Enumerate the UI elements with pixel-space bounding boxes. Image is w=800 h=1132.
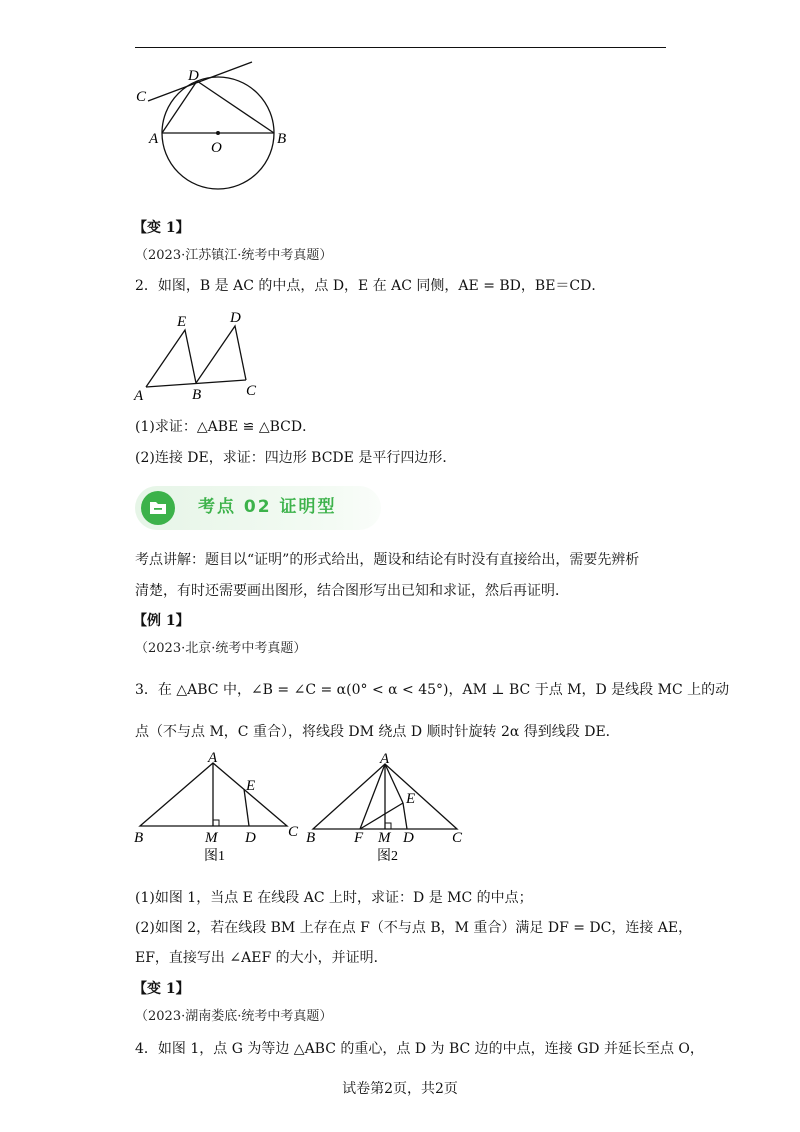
segment-db (197, 81, 274, 133)
problem-2-statement: 2．如图，B 是 AC 的中点，点 D，E 在 AC 同侧，AE = BD，BE＝CD． (135, 278, 606, 294)
svg-text:M: M (205, 830, 218, 846)
problem-3-part-2-line-1: (2)如图 2，若在线段 BM 上存在点 F（不与点 B，M 重合）满足 DF = DC，连接 AE， (135, 920, 693, 936)
center-point (216, 131, 220, 135)
problem-2-part-2: (2)连接 DE，求证：四边形 BCDE 是平行四边形． (135, 450, 457, 466)
svg-text:C: C (452, 830, 463, 846)
variant-tag-1: 【变 1】 (133, 220, 190, 236)
page-footer: 试卷第2页，共2页 (342, 1081, 458, 1097)
svg-text:图1: 图1 (204, 849, 225, 864)
svg-text:E: E (246, 778, 256, 794)
problem-2-part-1: (1)求证：△ABE ≌ △BCD． (135, 419, 317, 435)
problem-3-part-1: (1)如图 1，当点 E 在线段 AC 上时，求证：D 是 MC 的中点； (135, 890, 533, 906)
svg-text:A: A (380, 751, 390, 767)
figure-1 (134, 750, 299, 864)
variant-tag-2: 【变 1】 (133, 981, 190, 997)
problem-3-figures (130, 748, 475, 866)
svg-text:图2: 图2 (377, 849, 398, 864)
explain-line-1: 考点讲解：题目以“证明”的形式给出，题设和结论有时没有直接给出，需要先辨析 (135, 552, 640, 568)
figure-2 (306, 751, 463, 864)
problem-4-statement: 4．如图 1，点 G 为等边 △ABC 的重心，点 D 为 BC 边的中点，连接 GD 并延长至点 O， (135, 1041, 704, 1057)
tangent-line (148, 62, 252, 101)
example-tag-1: 【例 1】 (133, 613, 190, 629)
svg-text:B: B (306, 830, 316, 846)
svg-text:M: M (378, 830, 391, 846)
folder-icon (141, 491, 175, 525)
label-a: A (134, 388, 144, 400)
svg-text:F: F (354, 830, 364, 846)
svg-text:A: A (208, 750, 218, 766)
circle-tangent-figure (130, 55, 290, 205)
label-c: C (136, 89, 147, 105)
problem-3-part-2-line-2: EF，直接写出 ∠AEF 的大小，并证明． (135, 950, 388, 966)
section-title: 考点 02 证明型 (198, 497, 337, 517)
problem-2-source: （2023·江苏镇江·统考中考真题） (135, 248, 333, 263)
label-d: D (230, 310, 241, 326)
two-triangles-figure (130, 305, 270, 400)
label-b: B (192, 387, 202, 400)
explain-line-2: 清楚，有时还需要画出图形，结合图形写出已知和求证，然后再证明． (135, 583, 569, 599)
svg-text:B: B (134, 830, 144, 846)
label-a: A (149, 131, 159, 147)
svg-text:D: D (245, 830, 256, 846)
header-rule (135, 47, 666, 48)
label-e: E (177, 314, 187, 330)
svg-text:C: C (288, 824, 299, 840)
problem-3-source: （2023·北京·统考中考真题） (135, 641, 307, 656)
problem-3-line-2: 点（不与点 M，C 重合），将线段 DM 绕点 D 顺时针旋转 2α 得到线段 DE． (135, 724, 620, 740)
label-b: B (277, 131, 287, 147)
problem-4-source: （2023·湖南娄底·统考中考真题） (135, 1009, 333, 1024)
svg-text:D: D (403, 830, 414, 846)
svg-text:E: E (406, 791, 416, 807)
label-o: O (211, 140, 222, 156)
problem-3-line-1: 3．在 △ABC 中，∠B = ∠C = α(0° < α < 45°)，AM ⊥ BC 于点 M，D 是线段 MC 上的动 (135, 682, 730, 698)
label-d: D (188, 68, 199, 84)
label-c: C (246, 383, 257, 399)
